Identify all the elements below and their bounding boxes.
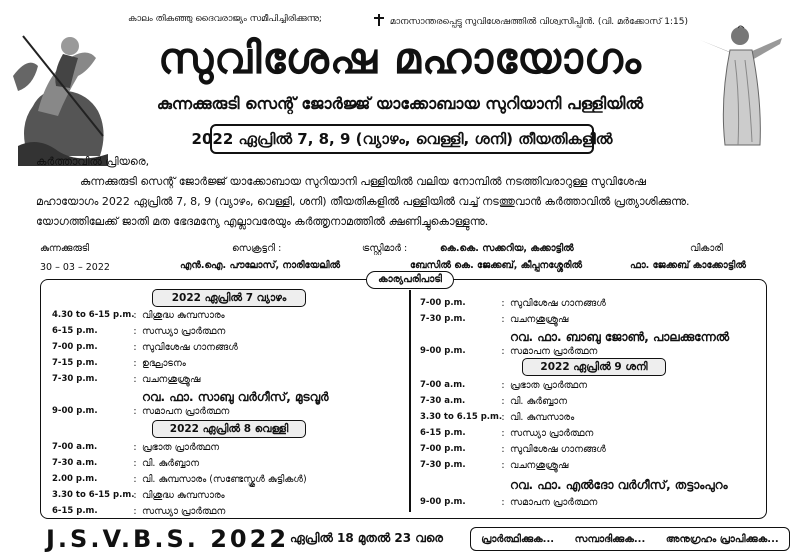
schedule-description: വചനശുശ്രൂഷ bbox=[510, 460, 569, 471]
trustees-title: ട്രസ്റ്റിമാർ : bbox=[362, 243, 408, 254]
footer bbox=[0, 521, 800, 559]
program-label: കാര്യപരിപാടി bbox=[366, 271, 454, 289]
schedule-colon bbox=[496, 330, 510, 345]
schedule-row bbox=[420, 412, 574, 423]
date-banner: 2022 ഏപ്രിൽ 7, 8, 9 (വ്യാഴം, വെള്ളി, ശനി) തീയതികളിൽ bbox=[210, 124, 594, 154]
schedule-row bbox=[52, 390, 329, 405]
slogan-box bbox=[470, 527, 790, 551]
schedule-row bbox=[52, 506, 225, 517]
schedule-row bbox=[52, 490, 225, 501]
schedule-colon: : bbox=[501, 298, 505, 309]
slogan-3: അനുഗ്രഹം പ്രാപിക്കുക... bbox=[665, 533, 779, 545]
schedule-colon: : bbox=[133, 326, 137, 337]
schedule-time: 7-00 p.m. bbox=[420, 298, 466, 308]
quote-left: കാലം തികഞ്ഞു ദൈവരാജ്യം സമീപിച്ചിരിക്കുന്നു; bbox=[128, 14, 322, 24]
schedule-row bbox=[52, 358, 186, 369]
schedule-time: 2.00 p.m. bbox=[52, 474, 98, 484]
schedule-description: സമാപന പ്രാർത്ഥന bbox=[142, 406, 230, 417]
vicar-name: ഫാ. ജേക്കബ് കാക്കോട്ടിൽ bbox=[630, 260, 746, 271]
schedule-time: 7-00 a.m. bbox=[52, 442, 98, 452]
schedule-row bbox=[420, 298, 606, 309]
schedule-row bbox=[52, 442, 219, 453]
letter-line-2: മഹായോഗം 2022 ഏപ്രിൽ 7, 8, 9 (വ്യാഴം, വെള്ളി, ശനി) തീയതികളിൽ പള്ളിയിൽ വച്ച് നടത്തുവാൻ കർത്താവിൽ പ്രത്യാശിക്കുന്നു. bbox=[36, 195, 690, 208]
schedule-time: 6-15 p.m. bbox=[420, 428, 466, 438]
schedule-colon: : bbox=[501, 497, 505, 508]
schedule-time: 7-00 p.m. bbox=[420, 444, 466, 454]
schedule-row bbox=[52, 326, 225, 337]
secretary-title: സെക്രട്ടറി : bbox=[232, 243, 282, 254]
schedule-time: 7-30 a.m. bbox=[52, 458, 98, 468]
schedule-description: പ്രഭാത പ്രാർത്ഥന bbox=[142, 442, 220, 453]
schedule-description: റവ. ഫാ. സാബു വർഗീസ്, മുടവൂർ bbox=[142, 390, 329, 404]
secretary-name: എൻ.ഐ. പൗലോസ്, നാരിയേലിൽ bbox=[180, 260, 341, 271]
place: കുന്നക്കുരുടി bbox=[40, 243, 90, 254]
jsvbs-dates: ഏപ്രിൽ 18 മുതൽ 23 വരെ bbox=[290, 531, 443, 545]
schedule-time: 7-15 p.m. bbox=[52, 358, 98, 368]
schedule-description: വചനശുശ്രൂഷ bbox=[510, 314, 569, 325]
day1-header: 2022 ഏപ്രിൽ 7 വ്യാഴം bbox=[152, 289, 306, 307]
schedule-description: വി. കുർബ്ബാന bbox=[142, 458, 200, 469]
schedule-row bbox=[420, 314, 568, 325]
schedule-time: 7-30 p.m. bbox=[52, 374, 98, 384]
schedule-description: വി. കുമ്പസാരം (സണ്ടേസ്കൂൾ കുട്ടികൾ) bbox=[142, 474, 307, 485]
schedule-row bbox=[52, 458, 199, 469]
trustee-1: കെ.കെ. സക്കറിയ, കക്കാട്ടിൽ bbox=[440, 243, 574, 254]
schedule-colon: : bbox=[501, 412, 505, 423]
schedule-row bbox=[420, 460, 568, 471]
schedule-row bbox=[52, 342, 238, 353]
schedule-time bbox=[52, 390, 128, 405]
schedule-colon: : bbox=[501, 380, 505, 391]
schedule-colon bbox=[128, 390, 142, 405]
schedule-row bbox=[420, 330, 729, 345]
schedule-time: 7-30 a.m. bbox=[420, 396, 466, 406]
schedule-colon: : bbox=[133, 310, 137, 321]
schedule-colon: : bbox=[133, 406, 137, 417]
schedule-time: 3.30 to 6.15 p.m. bbox=[420, 412, 503, 422]
cross-icon bbox=[374, 14, 384, 26]
slogan-2: സമ്പാദിക്കുക... bbox=[574, 533, 646, 545]
schedule-colon: : bbox=[133, 506, 137, 517]
schedule-description: സമാപന പ്രാർത്ഥന bbox=[510, 497, 598, 508]
schedule-colon: : bbox=[501, 444, 505, 455]
schedule-colon: : bbox=[133, 490, 137, 501]
schedule-description: പ്രഭാത പ്രാർത്ഥന bbox=[510, 380, 588, 391]
schedule-colon: : bbox=[133, 374, 137, 385]
schedule-row bbox=[420, 428, 593, 439]
schedule-row bbox=[420, 380, 587, 391]
schedule-colon: : bbox=[501, 460, 505, 471]
schedule-time: 7-30 p.m. bbox=[420, 460, 466, 470]
schedule-colon: : bbox=[133, 474, 137, 485]
schedule-colon bbox=[496, 478, 510, 493]
schedule-description: സമാപന പ്രാർത്ഥന bbox=[510, 346, 598, 357]
schedule-description: സന്ധ്യാ പ്രാർത്ഥന bbox=[142, 326, 226, 337]
schedule-description: സുവിശേഷ ഗാനങ്ങൾ bbox=[510, 444, 606, 455]
schedule-colon: : bbox=[501, 428, 505, 439]
schedule-colon: : bbox=[501, 396, 505, 407]
schedule-description: റവ. ഫാ. എൽദോ വർഗീസ്, തട്ടാംപുറം bbox=[510, 478, 728, 492]
jsvbs-title: J.S.V.B.S. 2022 bbox=[46, 525, 290, 553]
schedule-description: വിശുദ്ധ കുമ്പസാരം bbox=[142, 310, 225, 321]
quote-right: മാനസാന്തരപ്പെട്ടു സുവിശേഷത്തിൽ വിശ്വസിപ്പിൻ. (വി. മർക്കോസ് 1:15) bbox=[389, 17, 688, 27]
schedule-description: വി. കുർബ്ബാന bbox=[510, 396, 568, 407]
day2-header: 2022 ഏപ്രിൽ 8 വെള്ളി bbox=[152, 420, 306, 438]
schedule-time bbox=[420, 478, 496, 493]
schedule-time: 6-15 p.m. bbox=[52, 326, 98, 336]
slogan-1: പ്രാർത്ഥിക്കുക... bbox=[481, 533, 555, 545]
trustee-2: ബേസിൽ കെ. ജേക്കബ്, കീപ്പനശ്ശേരിൽ bbox=[410, 260, 583, 271]
letter-line-3: യോഗത്തിലേക്ക് ജാതി മത ഭേദമന്യേ എല്ലാവരേയും കർത്തൃനാമത്തിൽ ക്ഷണിച്ചുകൊള്ളുന്നു. bbox=[36, 215, 489, 228]
church-name: കുന്നക്കുരുടി സെന്റ് ജോർജ്ജ് യാക്കോബായ സുറിയാനി പള്ളിയിൽ bbox=[156, 94, 644, 113]
schedule-row bbox=[420, 346, 597, 357]
schedule-time: 7-00 a.m. bbox=[420, 380, 466, 390]
schedule-time bbox=[420, 330, 496, 345]
schedule-row bbox=[420, 478, 728, 493]
schedule-row bbox=[52, 474, 307, 485]
scripture-quote bbox=[128, 14, 688, 27]
st-george-image bbox=[8, 16, 118, 166]
schedule-time: 4.30 to 6-15 p.m. bbox=[52, 310, 135, 320]
schedule-row bbox=[52, 374, 200, 385]
letter-line-1: കുന്നക്കുരുടി സെന്റ് ജോർജ്ജ് യാക്കോബായ സുറിയാനി പള്ളിയിൽ വലിയ നോമ്പിൽ നടത്തിവരാറുള്ള സുവിശേഷ bbox=[80, 175, 646, 188]
schedule-colon: : bbox=[133, 458, 137, 469]
schedule-description: സുവിശേഷ ഗാനങ്ങൾ bbox=[142, 342, 238, 353]
schedule-description: വി. കുമ്പസാരം bbox=[510, 412, 575, 423]
schedule-time: 3.30 to 6-15 p.m. bbox=[52, 490, 135, 500]
schedule-description: വചനശുശ്രൂഷ bbox=[142, 374, 201, 385]
schedule-description: റവ. ഫാ. ബാബു ജോൺ, പാലക്കുന്നേൽ bbox=[510, 330, 730, 344]
schedule-row bbox=[52, 406, 229, 417]
schedule-time: 7-00 p.m. bbox=[52, 342, 98, 352]
schedule-row bbox=[420, 396, 567, 407]
page-title: സുവിശേഷ മഹായോഗം bbox=[158, 34, 642, 84]
schedule-description: ഉദ്ഘാടനം bbox=[142, 358, 186, 369]
schedule-time: 7-30 p.m. bbox=[420, 314, 466, 324]
vicar-title: വികാരി bbox=[690, 243, 723, 254]
salutation: കർത്താവിൽ പ്രിയരെ, bbox=[36, 155, 150, 168]
schedule-colon: : bbox=[133, 442, 137, 453]
schedule-colon: : bbox=[501, 346, 505, 357]
schedule-row bbox=[420, 497, 597, 508]
schedule-time: 6-15 p.m. bbox=[52, 506, 98, 516]
schedule-row bbox=[420, 444, 606, 455]
schedule-time: 9-00 p.m. bbox=[420, 497, 466, 507]
day3-header: 2022 ഏപ്രിൽ 9 ശനി bbox=[522, 358, 666, 376]
schedule-description: വിശുദ്ധ കുമ്പസാരം bbox=[142, 490, 225, 501]
letter-date: 30 – 03 – 2022 bbox=[40, 262, 110, 273]
schedule-colon: : bbox=[501, 314, 505, 325]
schedule-row bbox=[52, 310, 225, 321]
schedule-colon: : bbox=[133, 358, 137, 369]
schedule-time: 9-00 p.m. bbox=[420, 346, 466, 356]
schedule-description: സുവിശേഷ ഗാനങ്ങൾ bbox=[510, 298, 606, 309]
schedule-colon: : bbox=[133, 342, 137, 353]
schedule-time: 9-00 p.m. bbox=[52, 406, 98, 416]
risen-christ-image bbox=[690, 20, 790, 150]
schedule-description: സന്ധ്യാ പ്രാർത്ഥന bbox=[510, 428, 594, 439]
schedule-description: സന്ധ്യാ പ്രാർത്ഥന bbox=[142, 506, 226, 517]
column-divider bbox=[409, 290, 411, 512]
